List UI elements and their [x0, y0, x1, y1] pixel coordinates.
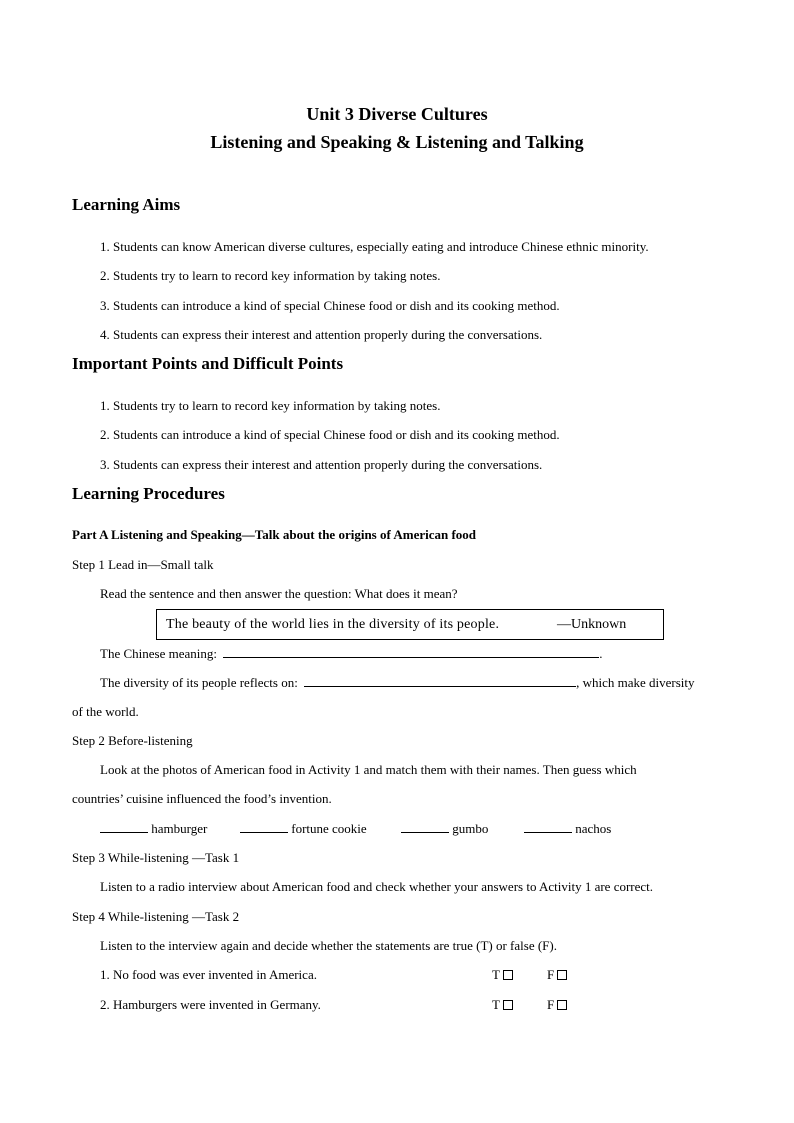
false-option[interactable]	[547, 997, 567, 1013]
true-checkbox[interactable]	[503, 1000, 513, 1010]
step3-instruction: Listen to a radio interview about American food and check whether your answers to Activity 1 are correct.	[100, 879, 654, 894]
page-subtitle: Listening and Speaking & Listening and Talking	[210, 132, 584, 152]
step1-label: Step 1 Lead in—Small talk	[72, 557, 214, 572]
step3-label: Step 3 While-listening —Task 1	[72, 850, 240, 865]
step2-label: Step 2 Before-listening	[72, 733, 193, 748]
true-label: T	[492, 967, 500, 982]
step4-label: Step 4 While-listening —Task 2	[72, 909, 240, 924]
quote-source: —Unknown	[557, 617, 627, 632]
false-checkbox[interactable]	[557, 970, 567, 980]
aim-item: 3. Students can introduce a kind of special Chinese food or dish and its cooking method.	[100, 298, 560, 313]
food-name: fortune cookie	[291, 821, 367, 836]
food-match-item	[524, 821, 611, 837]
food-match-blank[interactable]	[100, 831, 148, 833]
page-title: Unit 3 Diverse Cultures	[306, 104, 488, 124]
true-option[interactable]	[492, 967, 513, 983]
important-points-heading: Important Points and Difficult Points	[72, 354, 344, 373]
false-label: F	[547, 997, 555, 1012]
false-checkbox[interactable]	[557, 1000, 567, 1010]
aim-item: 2. Students try to learn to record key information by taking notes.	[100, 268, 441, 283]
true-checkbox[interactable]	[503, 970, 513, 980]
diversity-tail-line2: of the world.	[72, 704, 139, 719]
food-name: gumbo	[452, 821, 489, 836]
point-item: 3. Students can express their interest and attention properly during the conversations.	[100, 457, 543, 472]
food-name: nachos	[575, 821, 612, 836]
true-option[interactable]	[492, 997, 513, 1013]
statement-text: 2. Hamburgers were invented in Germany.	[100, 997, 321, 1012]
food-match-blank[interactable]	[401, 831, 449, 833]
false-option[interactable]	[547, 967, 567, 983]
step4-instruction: Listen to the interview again and decide whether the statements are true (T) or false (F).	[100, 938, 557, 953]
food-match-item	[240, 821, 367, 837]
part-a-heading: Part A Listening and Speaking—Talk about the origins of American food	[72, 527, 477, 542]
diversity-tail: , which make diversity	[576, 675, 695, 690]
food-match-blank[interactable]	[240, 831, 288, 833]
aim-item: 4. Students can express their interest and attention properly during the conversations.	[100, 327, 543, 342]
diversity-blank[interactable]	[304, 685, 576, 687]
learning-procedures-heading: Learning Procedures	[72, 484, 225, 503]
step1-instruction: Read the sentence and then answer the question: What does it mean?	[100, 586, 458, 601]
food-match-item	[100, 821, 207, 837]
step2-instruction-line2: countries’ cuisine influenced the food’s invention.	[72, 791, 332, 806]
point-item: 2. Students can introduce a kind of special Chinese food or dish and its cooking method.	[100, 427, 560, 442]
chinese-meaning-label: The Chinese meaning:	[100, 646, 217, 661]
aim-item: 1. Students can know American diverse cultures, especially eating and introduce Chinese ethnic minority.	[100, 239, 649, 254]
statement-text: 1. No food was ever invented in America.	[100, 967, 317, 982]
quote-text: The beauty of the world lies in the diversity of its people.	[166, 617, 500, 632]
food-match-item	[401, 821, 488, 837]
food-name: hamburger	[151, 821, 208, 836]
step2-instruction-line1: Look at the photos of American food in Activity 1 and match them with their names. Then guess which	[100, 762, 637, 777]
diversity-row	[100, 675, 695, 691]
quote-box	[156, 609, 664, 640]
learning-aims-heading: Learning Aims	[72, 195, 181, 214]
chinese-meaning-row	[100, 646, 602, 662]
chinese-meaning-end: .	[599, 646, 603, 661]
false-label: F	[547, 967, 555, 982]
point-item: 1. Students try to learn to record key information by taking notes.	[100, 398, 441, 413]
food-match-blank[interactable]	[524, 831, 572, 833]
chinese-meaning-blank[interactable]	[223, 656, 599, 658]
true-label: T	[492, 997, 500, 1012]
diversity-label: The diversity of its people reflects on:	[100, 675, 298, 690]
